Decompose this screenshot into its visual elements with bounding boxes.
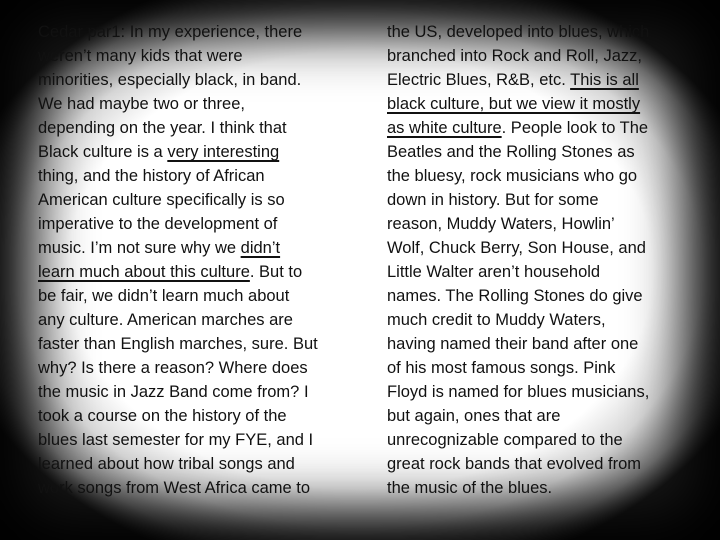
text-line (387, 476, 689, 500)
text-line (38, 284, 350, 308)
text-segment: imperative to the development of (38, 215, 278, 233)
text-line (387, 164, 689, 188)
text-line (387, 356, 689, 380)
text-segment: weren’t many kids that were (38, 47, 243, 65)
text-segment: took a course on the history of the (38, 407, 287, 425)
text-segment: be fair, we didn’t learn much about (38, 287, 290, 305)
text-line (38, 404, 350, 428)
text-segment: of his most famous songs. Pink (387, 359, 616, 377)
text-segment: names. The Rolling Stones do give (387, 287, 643, 305)
text-line (387, 308, 689, 332)
text-segment: why? Is there a reason? Where does (38, 359, 308, 377)
underlined-text-segment: learn much about this culture (38, 263, 250, 281)
text-line (387, 44, 689, 68)
underlined-text-segment: very interesting (167, 143, 280, 161)
text-segment: Cedar par1: In my experience, there (38, 23, 303, 41)
text-segment: the US, developed into blues, which (387, 23, 650, 41)
text-segment: Little Walter aren’t household (387, 263, 601, 281)
text-segment: depending on the year. I think that (38, 119, 287, 137)
text-segment: reason, Muddy Waters, Howlin’ (387, 215, 615, 233)
text-segment: We had maybe two or three, (38, 95, 245, 113)
text-line (38, 116, 350, 140)
text-line (387, 212, 689, 236)
text-line (387, 452, 689, 476)
text-line (387, 260, 689, 284)
text-line (387, 188, 689, 212)
text-line (38, 236, 350, 260)
text-segment: down in history. But for some (387, 191, 599, 209)
text-segment: having named their band after one (387, 335, 639, 353)
underlined-text-segment: This is all (570, 71, 639, 89)
text-line (38, 308, 350, 332)
text-line (387, 332, 689, 356)
text-line (387, 428, 689, 452)
text-segment: . People look to The (501, 119, 649, 137)
text-segment: any culture. American marches are (38, 311, 293, 329)
text-line (387, 284, 689, 308)
text-line (38, 428, 350, 452)
text-line (38, 212, 350, 236)
text-line (387, 92, 689, 116)
text-segment: great rock bands that evolved from (387, 455, 642, 473)
text-line (38, 356, 350, 380)
text-segment: Beatles and the Rolling Stones as (387, 143, 635, 161)
text-line (38, 44, 350, 68)
text-segment: American culture specifically is so (38, 191, 285, 209)
text-line (387, 140, 689, 164)
text-segment: Floyd is named for blues musicians, (387, 383, 650, 401)
text-line (38, 476, 350, 500)
text-segment: Black culture is a (38, 143, 168, 161)
text-line (38, 20, 350, 44)
text-segment: much credit to Muddy Waters, (387, 311, 606, 329)
text-line (387, 236, 689, 260)
text-segment: thing, and the history of African (38, 167, 265, 185)
underlined-text-segment: didn’t (240, 239, 281, 257)
text-segment: faster than English marches, sure. But (38, 335, 318, 353)
text-segment: Electric Blues, R&B, etc. (387, 71, 571, 89)
text-line (38, 92, 350, 116)
text-line (38, 452, 350, 476)
text-segment: blues last semester for my FYE, and I (38, 431, 314, 449)
text-line (38, 380, 350, 404)
text-line (38, 68, 350, 92)
text-segment: work songs from West Africa came to (38, 479, 311, 497)
text-segment: the bluesy, rock musicians who go (387, 167, 638, 185)
text-line (38, 332, 350, 356)
text-line (387, 380, 689, 404)
text-line (387, 20, 689, 44)
text-segment: learned about how tribal songs and (38, 455, 295, 473)
text-segment: minorities, especially black, in band. (38, 71, 302, 89)
text-segment: Wolf, Chuck Berry, Son House, and (387, 239, 646, 257)
underlined-text-segment: as white culture (387, 119, 502, 137)
text-line (387, 116, 689, 140)
text-segment: the music of the blues. (387, 479, 553, 497)
text-segment: the music in Jazz Band come from? I (38, 383, 309, 401)
text-segment: but again, ones that are (387, 407, 561, 425)
text-line (38, 260, 350, 284)
text-line (387, 68, 689, 92)
text-line (38, 188, 350, 212)
text-line (38, 164, 350, 188)
text-segment: music. I’m not sure why we (38, 239, 241, 257)
text-segment: unrecognizable compared to the (387, 431, 623, 449)
text-segment: branched into Rock and Roll, Jazz, (387, 47, 642, 65)
text-segment: . But to (249, 263, 303, 281)
underlined-text-segment: black culture, but we view it mostly (387, 95, 641, 113)
right-text-column (387, 20, 689, 500)
left-text-column (38, 20, 350, 500)
text-line (387, 404, 689, 428)
text-line (38, 140, 350, 164)
